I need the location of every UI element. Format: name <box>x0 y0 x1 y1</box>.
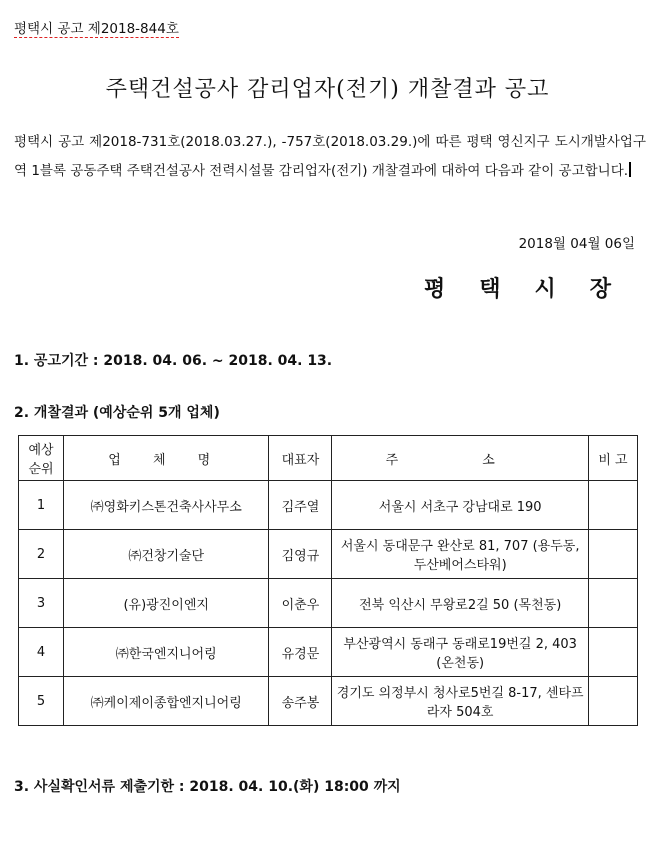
document-date: 2018월 04월 06일 <box>518 236 635 252</box>
cell-address: 부산광역시 동래구 동래로19번길 2, 403 (온천동) <box>332 628 588 677</box>
table-row <box>19 530 638 579</box>
cell-company: ㈜영화키스톤건축사사무소 <box>64 481 269 530</box>
cell-representative: 김주열 <box>269 481 332 530</box>
header-company-text: 업 체 명 <box>108 452 225 468</box>
section-deadline: 3. 사실확인서류 제출기한 : 2018. 04. 10.(화) 18:00 까지 <box>14 779 401 795</box>
document-title: 주택건설공사 감리업자(전기) 개찰결과 공고 <box>105 77 550 102</box>
cell-note <box>588 628 637 677</box>
cell-note <box>588 481 637 530</box>
body-paragraph <box>14 128 646 186</box>
header-company <box>64 436 269 481</box>
cell-rank: 1 <box>19 481 64 530</box>
header-rank: 예상순위 <box>19 436 64 481</box>
signer-title: 평택시장 <box>423 276 645 302</box>
table-row <box>19 677 638 726</box>
cell-address: 경기도 의정부시 청사로5번길 8-17, 센타프라자 504호 <box>332 677 588 726</box>
cell-representative: 송주봉 <box>269 677 332 726</box>
notice-number-text: 평택시 공고 제2018-844호 <box>14 21 179 37</box>
cell-company: ㈜케이제이종합엔지니어링 <box>64 677 269 726</box>
header-representative: 대표자 <box>269 436 332 481</box>
text-cursor <box>629 162 631 177</box>
cell-rank: 2 <box>19 530 64 579</box>
cell-representative: 유경문 <box>269 628 332 677</box>
header-address <box>332 436 588 481</box>
body-paragraph-text: 평택시 공고 제2018-731호(2018.03.27.), -757호(2018.03.29.)에 따른 평택 영신지구 도시개발사업구역 1블록 공동주택 주택건설공사 전력시설물 감리업자(전기) 개찰결과에 대하여 다음과 같이 공고합니다. <box>14 134 646 179</box>
cell-company: ㈜한국엔지니어링 <box>64 628 269 677</box>
section-results-heading: 2. 개찰결과 (예상순위 5개 업체) <box>14 405 220 421</box>
cell-representative: 김영규 <box>269 530 332 579</box>
cell-rank: 4 <box>19 628 64 677</box>
section-period: 1. 공고기간 : 2018. 04. 06. ~ 2018. 04. 13. <box>14 353 333 369</box>
table-row <box>19 481 638 530</box>
header-note: 비 고 <box>588 436 637 481</box>
table-row <box>19 628 638 677</box>
cell-address: 서울시 동대문구 완산로 81, 707 (용두동, 두산베어스타워) <box>332 530 588 579</box>
cell-address: 전북 익산시 무왕로2길 50 (목천동) <box>332 579 588 628</box>
cell-representative: 이춘우 <box>269 579 332 628</box>
cell-note <box>588 530 637 579</box>
cell-company: (유)광진이엔지 <box>64 579 269 628</box>
cell-note <box>588 677 637 726</box>
cell-company: ㈜건창기술단 <box>64 530 269 579</box>
cell-rank: 3 <box>19 579 64 628</box>
table-header-row <box>19 436 638 481</box>
cell-rank: 5 <box>19 677 64 726</box>
results-table <box>18 435 638 726</box>
table-row <box>19 579 638 628</box>
cell-address: 서울시 서초구 강남대로 190 <box>332 481 588 530</box>
notice-number <box>14 17 179 37</box>
cell-note <box>588 579 637 628</box>
header-address-text: 주 소 <box>385 452 535 468</box>
